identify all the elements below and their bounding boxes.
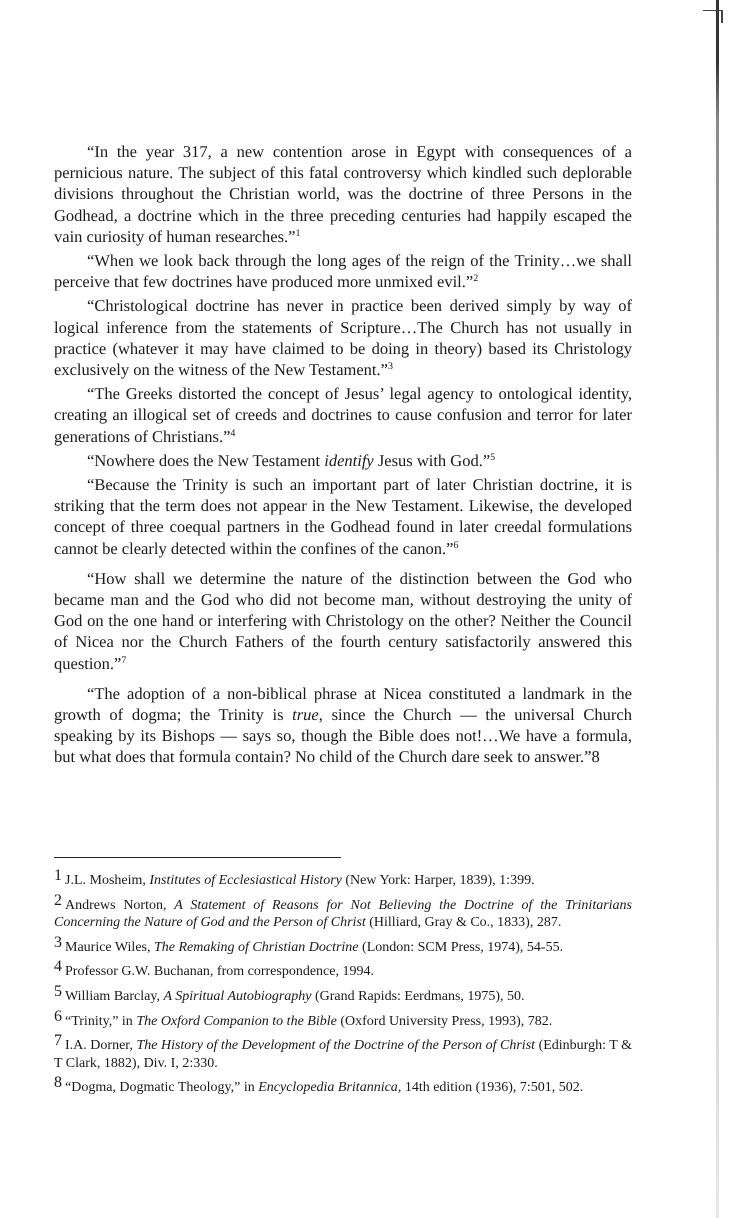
footnote: 3 Maurice Wiles, The Remaking of Christian Doctrine (London: SCM Press, 1974), 54-55. xyxy=(54,933,564,955)
footnote: 1 J.L. Mosheim, Institutes of Ecclesiastical History (New York: Harper, 1839), 1:399. xyxy=(54,867,535,888)
quote-paragraph-6: “Because the Trinity is such an important part of later Christian doctrine, it is striking that the term does not appear in the New Testament. Likewise, the developed concept of three coequal partners in the Godhead found in later creedal formulations cannot be clearly detected within the confines of the canon.”$^6$ xyxy=(54,475,632,558)
footnote-ref: 4 xyxy=(230,427,236,439)
footnote-ref: 7 xyxy=(121,654,127,666)
footnote: 6 “Trinity,” in The Oxford Companion to the Bible (Oxford University Press, 1993), 782. xyxy=(54,1007,553,1029)
footnote-ref: 6 xyxy=(453,539,459,551)
footnote: 2 Andrews Norton, A Statement of Reasons for Not Believing the Doctrine of the Trinitarians Concerning the Nature of God and the Person of Christ (Hilliard, Gray & Co., 1833), 287. xyxy=(54,891,632,931)
quote-paragraph-8: “The adoption of a non-biblical phrase at Nicea constituted a landmark in the growth of dogma; the Trinity is true, since the Church — the universal Church speaking by its Bishops — says so, though the Bible does not!…We have a formula, but what does that formula contain? No child of the Church dare seek to answer.”8 xyxy=(54,683,632,767)
quote-paragraph-3: “Christological doctrine has never in practice been derived simply by way of logical inference from the statements of Scripture…The Church has not usually in practice (whatever it may have claimed to be doing in theory) based its Christology exclusively on the witness of the New Testament.”$^3$ xyxy=(54,296,632,380)
footnote-divider xyxy=(54,857,341,858)
body-text xyxy=(54,141,632,771)
quote-paragraph-1: “In the year 317, a new contention arose in Egypt with consequences of a pernicious nature. The subject of this fatal controversy which kindled such deplorable divisions throughout the Christian world, was the doctrine of three Persons in the Godhead, a doctrine which in the three preceding centuries had happily escaped the vain curiosity of human researches.”$^1$ xyxy=(54,142,632,246)
footnote-ref: 1 xyxy=(295,227,301,239)
quote-paragraph-7: “How shall we determine the nature of the distinction between the God who became man and the God who did not become man, without destroying the unity of God on the one hand or interfering with Christology on the other? Neither the Council of Nicea nor the Church Fathers of the fourth century satisfactorily answered this question.”$^7$ xyxy=(54,568,632,673)
quote-paragraph-4: “The Greeks distorted the concept of Jesus’ legal agency to ontological identity, creating an illogical set of creeds and doctrines to cause confusion and terror for later generations of Christians.”$^4$ xyxy=(54,384,632,446)
quote-paragraph-5: “Nowhere does the New Testament identify Jesus with God.”$^5$ xyxy=(87,450,496,470)
footnote-ref: 2 xyxy=(473,273,479,285)
footnote: 5 William Barclay, A Spiritual Autobiography (Grand Rapids: Eerdmans, 1975), 50. xyxy=(54,982,525,1004)
footnote-ref: 3 xyxy=(387,361,393,373)
footnotes xyxy=(54,867,632,1103)
footnote: 8 “Dogma, Dogmatic Theology,” in Encyclopedia Britannica, 14th edition (1936), 7:501, 502. xyxy=(54,1074,584,1096)
page-edge-shadow xyxy=(716,0,719,1218)
quote-paragraph-2: “When we look back through the long ages of the reign of the Trinity…we shall perceive that few doctrines have produced more unmixed evil.”$^2$ xyxy=(54,251,632,292)
footnote-ref: 5 xyxy=(490,451,496,463)
page-corner-mark xyxy=(703,10,723,23)
footnote: 4 Professor G.W. Buchanan, from correspondence, 1994. xyxy=(54,958,374,980)
footnote: 7 I.A. Dorner, The History of the Development of the Doctrine of the Person of Christ (Edinburgh: T & T Clark, 1882), Div. I, 2:330. xyxy=(54,1032,632,1071)
